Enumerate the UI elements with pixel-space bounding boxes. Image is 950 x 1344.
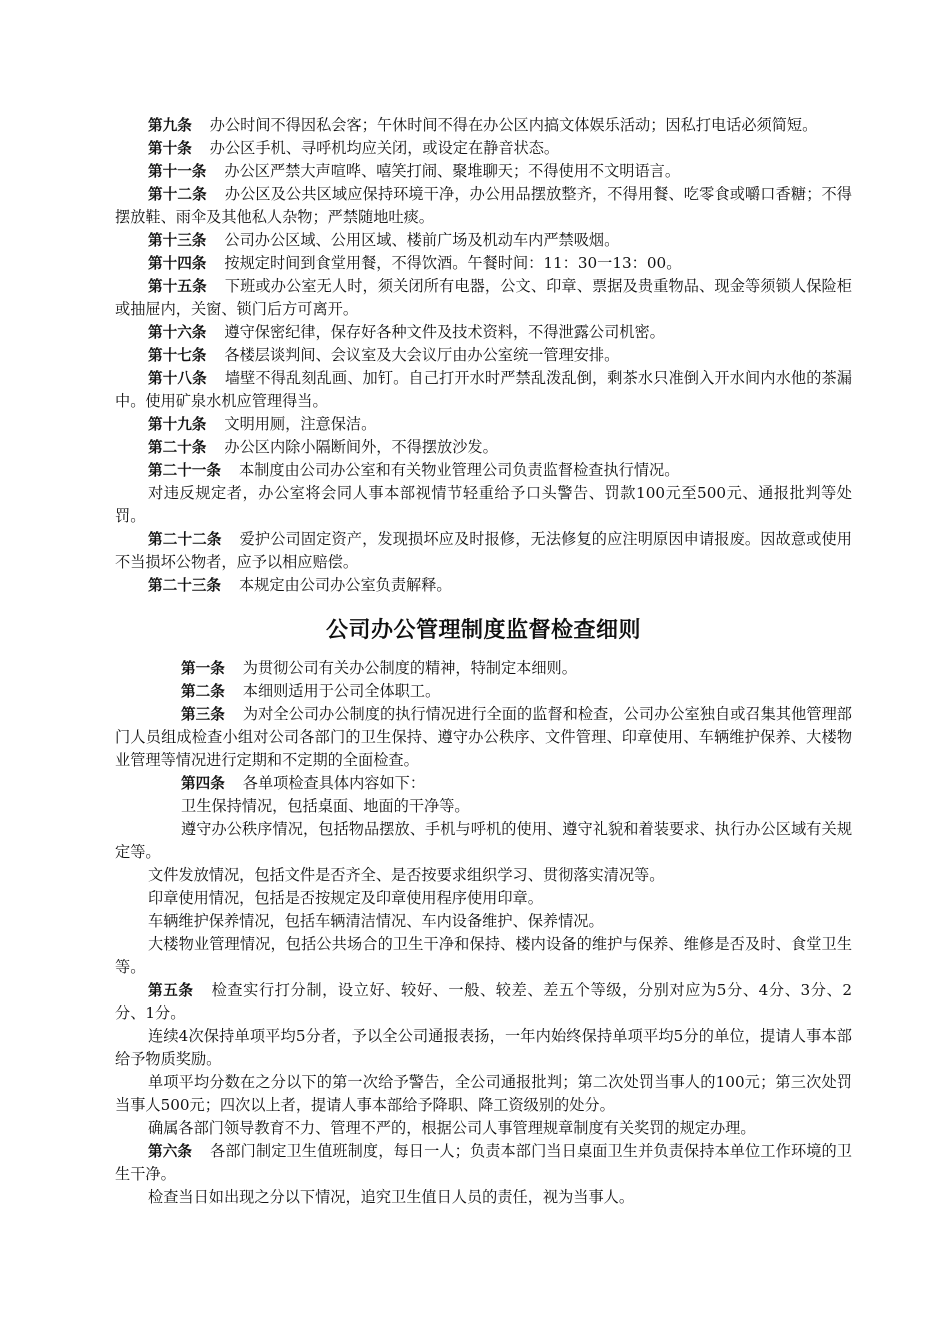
article-18 <box>115 367 852 413</box>
article-label: 第十八条 <box>148 370 207 387</box>
article-10 <box>115 137 852 160</box>
article-text: 遵守保密纪律，保存好各种文件及技术资料，不得泄露公司机密。 <box>224 323 665 341</box>
duty-paragraph: 检查当日如出现之分以下情况，追究卫生值日人员的责任，视为当事人。 <box>148 1188 634 1206</box>
article-text: 检查实行打分制，设立好、较好、一般、较差、差五个等级，分别对应为5分、4分、3分、2分、1分。 <box>115 981 852 1022</box>
inspection-item: 印章使用情况，包括是否按规定及印章使用程序使用印章。 <box>148 889 543 907</box>
article-11 <box>115 160 852 183</box>
article-19 <box>115 413 852 436</box>
article-label: 第四条 <box>181 775 225 792</box>
article-label: 第二条 <box>181 683 225 700</box>
rule-article-2 <box>115 680 852 703</box>
article-text: 各部门制定卫生值班制度，每日一人；负责本部门当日桌面卫生并负责保持本单位工作环境的卫生干净。 <box>115 1142 852 1183</box>
article-text: 办公区手机、寻呼机均应关闭，或设定在静音状态。 <box>209 139 560 157</box>
article-16 <box>115 321 852 344</box>
article-label: 第十三条 <box>148 232 207 249</box>
article-label: 第十六条 <box>148 324 207 341</box>
article-14 <box>115 252 852 275</box>
document-page <box>115 114 852 1209</box>
article-text: 文明用厕，注意保洁。 <box>224 415 377 433</box>
article-text: 为贯彻公司有关办公制度的精神，特制定本细则。 <box>242 659 577 677</box>
article-label: 第一条 <box>181 660 225 677</box>
scoring-paragraph: 单项平均分数在之分以下的第一次给予警告，全公司通报批判；第二次处罚当事人的100元；第三次处罚当事人500元；四次以上者，提请人事本部给予降职、降工资级别的处分。 <box>115 1073 852 1114</box>
article-text: 各单项检查具体内容如下： <box>242 774 426 792</box>
rule-article-1 <box>115 657 852 680</box>
article-text: 办公区内除小隔断间外，不得摆放沙发。 <box>224 438 498 456</box>
article-12 <box>115 183 852 229</box>
article-text: 办公区及公共区域应保持环境干净，办公用品摆放整齐，不得用餐、吃零食或嚼口香糖；不得摆放鞋、雨伞及其他私人杂物；严禁随地吐痰。 <box>115 185 852 226</box>
penalty-paragraph: 对违反规定者，办公室将会同人事本部视情节轻重给予口头警告、罚款100元至500元、通报批判等处罚。 <box>115 484 852 525</box>
article-text: 办公时间不得因私会客；午休时间不得在办公区内搞文体娱乐活动；因私打电话必须简短。 <box>209 116 818 134</box>
article-label: 第十一条 <box>148 163 207 180</box>
article-label: 第十五条 <box>148 278 207 295</box>
article-text: 本细则适用于公司全体职工。 <box>242 682 441 700</box>
rule-article-4 <box>115 772 852 795</box>
article-text: 办公区严禁大声喧哗、嘻笑打闹、聚堆聊天；不得使用不文明语言。 <box>224 162 681 180</box>
inspection-item: 卫生保持情况，包括桌面、地面的干净等。 <box>181 797 470 815</box>
article-22 <box>115 528 852 574</box>
article-label: 第十四条 <box>148 255 207 272</box>
article-text: 下班或办公室无人时，须关闭所有电器，公文、印章、票据及贵重物品、现金等须锁人保险柜或抽屉内，关窗、锁门后方可离开。 <box>115 277 852 318</box>
article-text: 爱护公司固定资产，发现损坏应及时报修，无法修复的应注明原因申请报废。因故意或使用不当损坏公物者，应予以相应赔偿。 <box>115 530 852 571</box>
article-text: 公司办公区域、公用区域、楼前广场及机动车内严禁吸烟。 <box>224 231 620 249</box>
article-text: 本规定由公司办公室负责解释。 <box>238 576 452 594</box>
article-20 <box>115 436 852 459</box>
article-label: 第九条 <box>148 117 192 134</box>
inspection-item: 车辆维护保养情况，包括车辆清洁情况、车内设备维护、保养情况。 <box>148 912 604 930</box>
article-label: 第二十条 <box>148 439 207 456</box>
rule-article-5 <box>115 979 852 1025</box>
inspection-item: 大楼物业管理情况，包括公共场合的卫生干净和保持、楼内设备的维护与保养、维修是否及时、食堂卫生等。 <box>115 935 852 976</box>
article-label: 第十九条 <box>148 416 207 433</box>
article-label: 第十七条 <box>148 347 207 364</box>
article-text: 为对全公司办公制度的执行情况进行全面的监督和检查，公司办公室独自或召集其他管理部门人员组成检查小组对公司各部门的卫生保持、遵守办公秩序、文件管理、印章使用、车辆维护保养、大楼物业管理等情况进行定期和不定期的全面检查。 <box>115 705 852 769</box>
article-15 <box>115 275 852 321</box>
article-9 <box>115 114 852 137</box>
article-23 <box>115 574 852 597</box>
article-label: 第二十二条 <box>148 531 222 548</box>
article-label: 第五条 <box>148 982 194 999</box>
section-title: 公司办公管理制度监督检查细则 <box>325 618 641 643</box>
inspection-item: 文件发放情况，包括文件是否齐全、是否按要求组织学习、贯彻落实清况等。 <box>148 866 665 884</box>
scoring-paragraph: 确属各部门领导教育不力、管理不严的，根据公司人事管理规章制度有关奖罚的规定办理。 <box>148 1119 756 1137</box>
article-text: 各楼层谈判间、会议室及大会议厅由办公室统一管理安排。 <box>224 346 620 364</box>
article-label: 第十二条 <box>148 186 207 203</box>
rule-article-6 <box>115 1140 852 1186</box>
article-13 <box>115 229 852 252</box>
article-label: 第十条 <box>148 140 192 157</box>
article-label: 第六条 <box>148 1143 193 1160</box>
article-text: 按规定时间到食堂用餐，不得饮酒。午餐时间：11：30一13：00。 <box>224 254 682 272</box>
article-label: 第二十一条 <box>148 462 221 479</box>
article-text: 墙壁不得乱刻乱画、加钉。自己打开水时严禁乱泼乱倒，剩茶水只准倒入开水间内水他的茶漏中。使用矿泉水机应管理得当。 <box>115 369 852 410</box>
article-21 <box>115 459 852 482</box>
rule-article-3 <box>115 703 852 772</box>
inspection-item: 遵守办公秩序情况，包括物品摆放、手机与呼机的使用、遵守礼貌和着装要求、执行办公区域有关规定等。 <box>115 820 852 861</box>
article-17 <box>115 344 852 367</box>
scoring-paragraph: 连续4次保持单项平均5分者，予以全公司通报表扬，一年内始终保持单项平均5分的单位，提请人事本部给予物质奖励。 <box>115 1027 852 1068</box>
article-label: 第三条 <box>181 706 225 723</box>
article-label: 第二十三条 <box>148 577 221 594</box>
article-text: 本制度由公司办公室和有关物业管理公司负责监督检查执行情况。 <box>238 461 680 479</box>
